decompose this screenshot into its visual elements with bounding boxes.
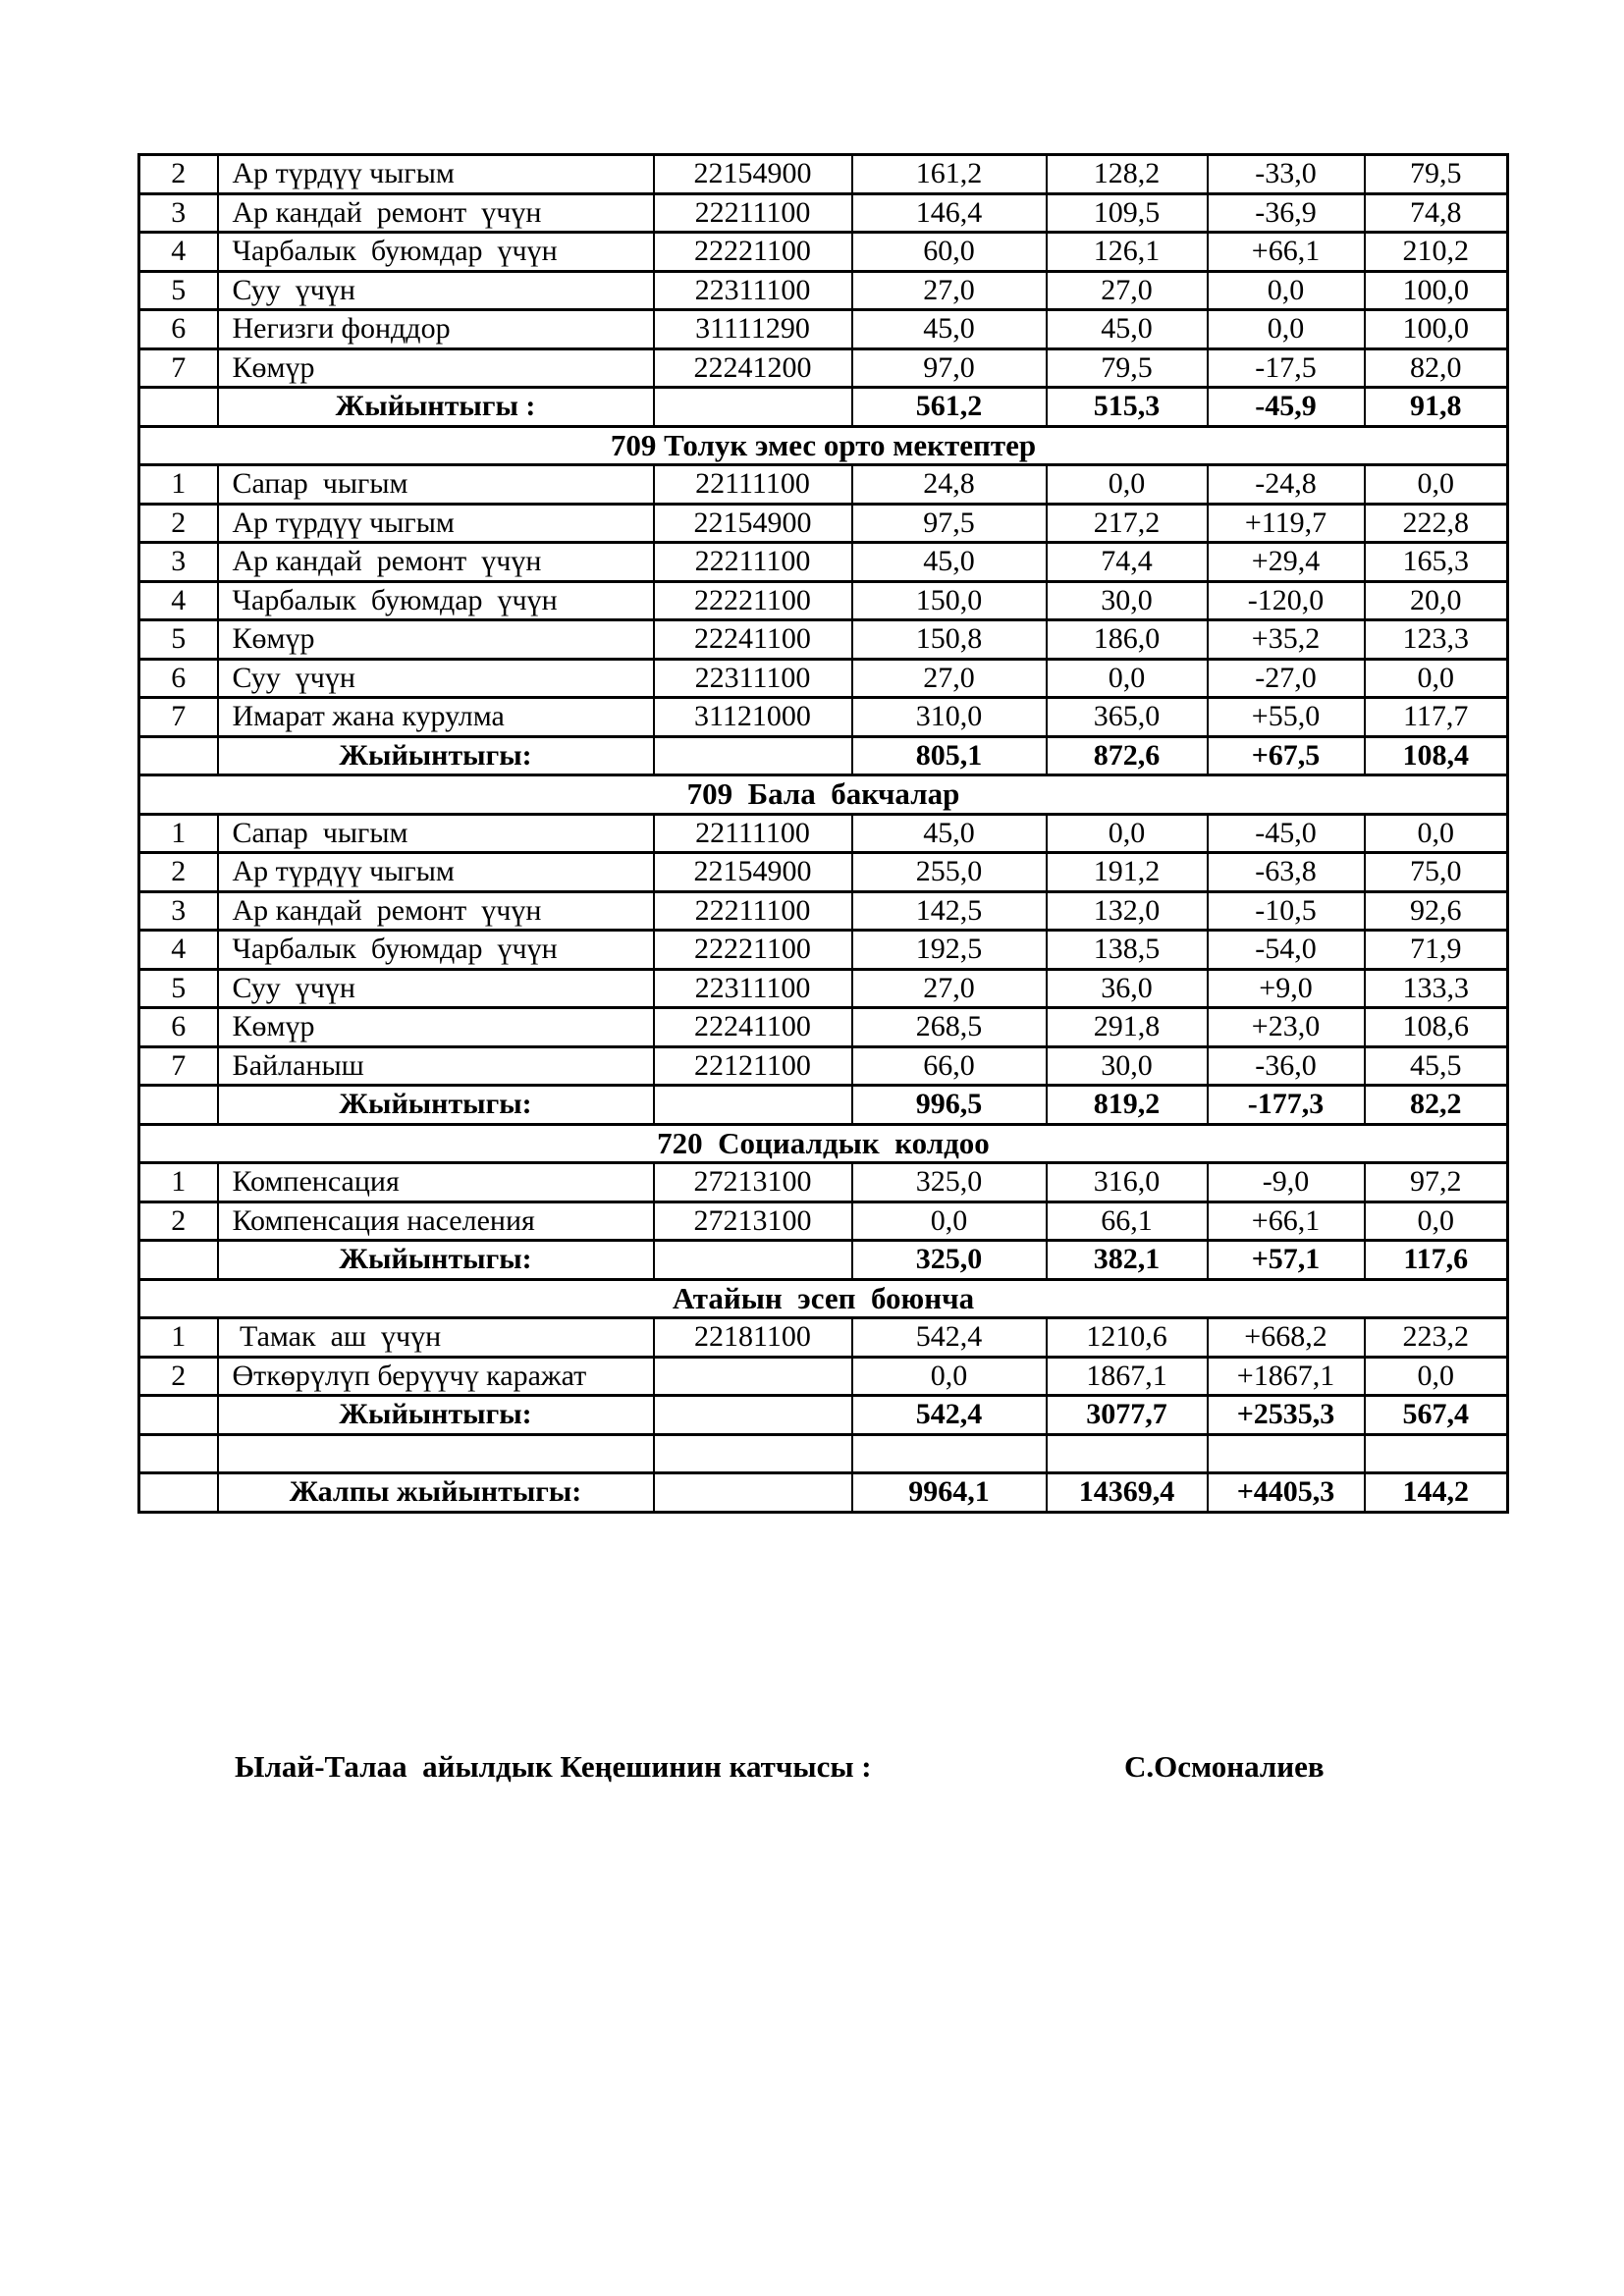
cell-fact-value: 191,2 bbox=[1047, 853, 1208, 892]
cell-account-code: 31111290 bbox=[654, 310, 852, 349]
cell-item-name: Ар кандай ремонт үчүн bbox=[218, 543, 654, 582]
cell-account-code: 22241100 bbox=[654, 620, 852, 660]
section-header: 709 Толук эмес орто мектептер bbox=[139, 426, 1508, 465]
grand-total-row bbox=[139, 1473, 1508, 1513]
cell-fact-value: 79,5 bbox=[1047, 348, 1208, 388]
cell-item-name: Компенсация населения bbox=[218, 1201, 654, 1241]
cell-account-code: 22311100 bbox=[654, 659, 852, 698]
cell-row-number bbox=[139, 1241, 218, 1280]
total-row bbox=[139, 1396, 1508, 1435]
cell-row-number: 3 bbox=[139, 543, 218, 582]
cell-diff-value: -36,0 bbox=[1208, 1046, 1365, 1086]
cell-account-code: 27213100 bbox=[654, 1201, 852, 1241]
cell-account-code bbox=[654, 1434, 852, 1473]
cell-diff-value: +9,0 bbox=[1208, 969, 1365, 1008]
cell-item-name: Суу үчүн bbox=[218, 659, 654, 698]
cell-row-number bbox=[139, 1086, 218, 1125]
cell-diff-value: -17,5 bbox=[1208, 348, 1365, 388]
cell-percent-value: 91,8 bbox=[1365, 388, 1508, 427]
table-row bbox=[139, 814, 1508, 853]
cell-fact-value: 365,0 bbox=[1047, 698, 1208, 737]
cell-percent-value: 100,0 bbox=[1365, 271, 1508, 310]
cell-account-code: 22154900 bbox=[654, 155, 852, 194]
cell-percent-value: 100,0 bbox=[1365, 310, 1508, 349]
cell-diff-value: -45,0 bbox=[1208, 814, 1365, 853]
section-header-row bbox=[139, 775, 1508, 815]
cell-diff-value: 0,0 bbox=[1208, 310, 1365, 349]
cell-fact-value: 217,2 bbox=[1047, 504, 1208, 543]
cell-plan-value: 45,0 bbox=[852, 543, 1047, 582]
cell-diff-value: -33,0 bbox=[1208, 155, 1365, 194]
cell-row-number: 6 bbox=[139, 310, 218, 349]
cell-diff-value: -54,0 bbox=[1208, 931, 1365, 970]
cell-account-code bbox=[654, 1086, 852, 1125]
cell-percent-value bbox=[1365, 1434, 1508, 1473]
cell-row-number bbox=[139, 736, 218, 775]
total-row bbox=[139, 388, 1508, 427]
cell-percent-value: 0,0 bbox=[1365, 1357, 1508, 1396]
cell-diff-value: +55,0 bbox=[1208, 698, 1365, 737]
cell-plan-value: 27,0 bbox=[852, 271, 1047, 310]
cell-fact-value: 36,0 bbox=[1047, 969, 1208, 1008]
budget-table bbox=[137, 153, 1509, 1514]
cell-plan-value: 0,0 bbox=[852, 1201, 1047, 1241]
cell-item-name: Имарат жана курулма bbox=[218, 698, 654, 737]
cell-item-name: Сапар чыгым bbox=[218, 814, 654, 853]
cell-fact-value: 1867,1 bbox=[1047, 1357, 1208, 1396]
cell-percent-value: 79,5 bbox=[1365, 155, 1508, 194]
table-row bbox=[139, 1046, 1508, 1086]
cell-percent-value: 97,2 bbox=[1365, 1163, 1508, 1202]
cell-item-name: Жыйынтыгы : bbox=[218, 388, 654, 427]
cell-item-name: Көмүр bbox=[218, 1008, 654, 1047]
cell-account-code: 22121100 bbox=[654, 1046, 852, 1086]
cell-item-name: Өткөрүлүп берүүчү каражат bbox=[218, 1357, 654, 1396]
cell-plan-value: 996,5 bbox=[852, 1086, 1047, 1125]
cell-percent-value: 45,5 bbox=[1365, 1046, 1508, 1086]
cell-item-name: Негизги фонддор bbox=[218, 310, 654, 349]
cell-plan-value: 97,0 bbox=[852, 348, 1047, 388]
cell-plan-value: 268,5 bbox=[852, 1008, 1047, 1047]
cell-diff-value: +4405,3 bbox=[1208, 1473, 1365, 1513]
cell-diff-value: -27,0 bbox=[1208, 659, 1365, 698]
section-header-row bbox=[139, 426, 1508, 465]
cell-plan-value bbox=[852, 1434, 1047, 1473]
cell-fact-value: 132,0 bbox=[1047, 891, 1208, 931]
table-row bbox=[139, 233, 1508, 272]
cell-percent-value: 0,0 bbox=[1365, 1201, 1508, 1241]
cell-row-number bbox=[139, 1396, 218, 1435]
cell-account-code: 27213100 bbox=[654, 1163, 852, 1202]
cell-item-name: Жыйынтыгы: bbox=[218, 736, 654, 775]
cell-item-name: Ар түрдүү чыгым bbox=[218, 504, 654, 543]
cell-row-number: 1 bbox=[139, 1318, 218, 1358]
cell-account-code: 22221100 bbox=[654, 581, 852, 620]
cell-percent-value: 222,8 bbox=[1365, 504, 1508, 543]
section-header: Атайын эсеп боюнча bbox=[139, 1279, 1508, 1318]
cell-item-name: Суу үчүн bbox=[218, 271, 654, 310]
cell-diff-value: +1867,1 bbox=[1208, 1357, 1365, 1396]
cell-item-name: Чарбалык буюмдар үчүн bbox=[218, 931, 654, 970]
cell-plan-value: 161,2 bbox=[852, 155, 1047, 194]
cell-fact-value: 138,5 bbox=[1047, 931, 1208, 970]
cell-fact-value: 109,5 bbox=[1047, 193, 1208, 233]
cell-diff-value: -9,0 bbox=[1208, 1163, 1365, 1202]
cell-account-code: 22211100 bbox=[654, 193, 852, 233]
cell-plan-value: 325,0 bbox=[852, 1241, 1047, 1280]
cell-row-number bbox=[139, 388, 218, 427]
cell-row-number: 2 bbox=[139, 155, 218, 194]
cell-item-name: Байланыш bbox=[218, 1046, 654, 1086]
cell-fact-value: 316,0 bbox=[1047, 1163, 1208, 1202]
table-row bbox=[139, 348, 1508, 388]
table-row bbox=[139, 891, 1508, 931]
cell-percent-value: 92,6 bbox=[1365, 891, 1508, 931]
cell-percent-value: 123,3 bbox=[1365, 620, 1508, 660]
cell-plan-value: 9964,1 bbox=[852, 1473, 1047, 1513]
cell-item-name: Ар кандай ремонт үчүн bbox=[218, 891, 654, 931]
cell-plan-value: 66,0 bbox=[852, 1046, 1047, 1086]
cell-percent-value: 75,0 bbox=[1365, 853, 1508, 892]
table-row bbox=[139, 620, 1508, 660]
cell-item-name: Жалпы жыйынтыгы: bbox=[218, 1473, 654, 1513]
cell-account-code: 31121000 bbox=[654, 698, 852, 737]
cell-plan-value: 97,5 bbox=[852, 504, 1047, 543]
cell-fact-value: 74,4 bbox=[1047, 543, 1208, 582]
cell-account-code bbox=[654, 1357, 852, 1396]
table-row bbox=[139, 310, 1508, 349]
budget-table-body bbox=[139, 155, 1508, 1513]
cell-diff-value: +2535,3 bbox=[1208, 1396, 1365, 1435]
cell-item-name: Чарбалык буюмдар үчүн bbox=[218, 581, 654, 620]
cell-diff-value bbox=[1208, 1434, 1365, 1473]
cell-diff-value: +66,1 bbox=[1208, 1201, 1365, 1241]
cell-plan-value: 45,0 bbox=[852, 310, 1047, 349]
cell-percent-value: 144,2 bbox=[1365, 1473, 1508, 1513]
cell-plan-value: 310,0 bbox=[852, 698, 1047, 737]
cell-percent-value: 567,4 bbox=[1365, 1396, 1508, 1435]
cell-plan-value: 24,8 bbox=[852, 465, 1047, 505]
table-row bbox=[139, 193, 1508, 233]
table-row bbox=[139, 581, 1508, 620]
cell-fact-value: 186,0 bbox=[1047, 620, 1208, 660]
signature-name: С.Осмоналиев bbox=[1124, 1749, 1325, 1784]
cell-account-code: 22154900 bbox=[654, 504, 852, 543]
table-row bbox=[139, 853, 1508, 892]
cell-item-name: Ар түрдүү чыгым bbox=[218, 853, 654, 892]
cell-item-name: Ар түрдүү чыгым bbox=[218, 155, 654, 194]
table-row bbox=[139, 155, 1508, 194]
cell-row-number: 4 bbox=[139, 931, 218, 970]
cell-row-number bbox=[139, 1434, 218, 1473]
cell-percent-value: 82,0 bbox=[1365, 348, 1508, 388]
cell-row-number: 5 bbox=[139, 969, 218, 1008]
cell-diff-value: -120,0 bbox=[1208, 581, 1365, 620]
cell-account-code: 22111100 bbox=[654, 814, 852, 853]
cell-row-number: 6 bbox=[139, 1008, 218, 1047]
cell-account-code: 22154900 bbox=[654, 853, 852, 892]
cell-percent-value: 108,4 bbox=[1365, 736, 1508, 775]
cell-fact-value: 819,2 bbox=[1047, 1086, 1208, 1125]
cell-plan-value: 60,0 bbox=[852, 233, 1047, 272]
cell-row-number: 4 bbox=[139, 581, 218, 620]
cell-item-name: Суу үчүн bbox=[218, 969, 654, 1008]
cell-diff-value: -177,3 bbox=[1208, 1086, 1365, 1125]
cell-diff-value: +119,7 bbox=[1208, 504, 1365, 543]
table-row bbox=[139, 698, 1508, 737]
cell-fact-value: 45,0 bbox=[1047, 310, 1208, 349]
cell-account-code: 22241100 bbox=[654, 1008, 852, 1047]
cell-fact-value: 14369,4 bbox=[1047, 1473, 1208, 1513]
cell-account-code bbox=[654, 388, 852, 427]
cell-row-number: 5 bbox=[139, 620, 218, 660]
cell-plan-value: 0,0 bbox=[852, 1357, 1047, 1396]
cell-account-code: 22211100 bbox=[654, 891, 852, 931]
table-row bbox=[139, 1318, 1508, 1358]
cell-diff-value: -63,8 bbox=[1208, 853, 1365, 892]
cell-account-code: 22221100 bbox=[654, 233, 852, 272]
cell-fact-value: 1210,6 bbox=[1047, 1318, 1208, 1358]
cell-percent-value: 82,2 bbox=[1365, 1086, 1508, 1125]
cell-account-code: 22311100 bbox=[654, 271, 852, 310]
cell-fact-value: 3077,7 bbox=[1047, 1396, 1208, 1435]
cell-percent-value: 133,3 bbox=[1365, 969, 1508, 1008]
cell-item-name: Жыйынтыгы: bbox=[218, 1086, 654, 1125]
table-row bbox=[139, 543, 1508, 582]
cell-account-code bbox=[654, 1473, 852, 1513]
cell-row-number: 2 bbox=[139, 853, 218, 892]
empty-row bbox=[139, 1434, 1508, 1473]
total-row bbox=[139, 1241, 1508, 1280]
cell-item-name bbox=[218, 1434, 654, 1473]
cell-diff-value: -24,8 bbox=[1208, 465, 1365, 505]
cell-plan-value: 27,0 bbox=[852, 969, 1047, 1008]
cell-percent-value: 223,2 bbox=[1365, 1318, 1508, 1358]
cell-plan-value: 805,1 bbox=[852, 736, 1047, 775]
cell-account-code bbox=[654, 1241, 852, 1280]
table-row bbox=[139, 465, 1508, 505]
cell-row-number: 3 bbox=[139, 891, 218, 931]
cell-row-number: 7 bbox=[139, 698, 218, 737]
cell-row-number bbox=[139, 1473, 218, 1513]
signature-line bbox=[0, 1749, 1624, 1789]
cell-item-name: Сапар чыгым bbox=[218, 465, 654, 505]
cell-plan-value: 255,0 bbox=[852, 853, 1047, 892]
cell-plan-value: 542,4 bbox=[852, 1396, 1047, 1435]
cell-diff-value: +35,2 bbox=[1208, 620, 1365, 660]
cell-diff-value: +668,2 bbox=[1208, 1318, 1365, 1358]
cell-diff-value: -10,5 bbox=[1208, 891, 1365, 931]
table-row bbox=[139, 1201, 1508, 1241]
cell-percent-value: 117,6 bbox=[1365, 1241, 1508, 1280]
cell-percent-value: 210,2 bbox=[1365, 233, 1508, 272]
cell-item-name: Чарбалык буюмдар үчүн bbox=[218, 233, 654, 272]
cell-plan-value: 146,4 bbox=[852, 193, 1047, 233]
cell-account-code: 22221100 bbox=[654, 931, 852, 970]
cell-percent-value: 20,0 bbox=[1365, 581, 1508, 620]
cell-row-number: 2 bbox=[139, 504, 218, 543]
cell-item-name: Ар кандай ремонт үчүн bbox=[218, 193, 654, 233]
cell-item-name: Көмүр bbox=[218, 620, 654, 660]
cell-fact-value bbox=[1047, 1434, 1208, 1473]
cell-percent-value: 0,0 bbox=[1365, 814, 1508, 853]
signature-title: Ылай-Талаа айылдык Кеңешинин катчысы : bbox=[235, 1749, 872, 1784]
total-row bbox=[139, 1086, 1508, 1125]
cell-plan-value: 542,4 bbox=[852, 1318, 1047, 1358]
total-row bbox=[139, 736, 1508, 775]
cell-row-number: 2 bbox=[139, 1201, 218, 1241]
cell-fact-value: 126,1 bbox=[1047, 233, 1208, 272]
section-header-row bbox=[139, 1124, 1508, 1163]
cell-diff-value: 0,0 bbox=[1208, 271, 1365, 310]
cell-fact-value: 0,0 bbox=[1047, 814, 1208, 853]
cell-fact-value: 30,0 bbox=[1047, 581, 1208, 620]
cell-fact-value: 0,0 bbox=[1047, 659, 1208, 698]
cell-plan-value: 150,8 bbox=[852, 620, 1047, 660]
cell-account-code: 22211100 bbox=[654, 543, 852, 582]
section-header: 709 Бала бакчалар bbox=[139, 775, 1508, 815]
cell-fact-value: 30,0 bbox=[1047, 1046, 1208, 1086]
cell-plan-value: 27,0 bbox=[852, 659, 1047, 698]
cell-item-name: Жыйынтыгы: bbox=[218, 1241, 654, 1280]
cell-row-number: 1 bbox=[139, 465, 218, 505]
cell-fact-value: 515,3 bbox=[1047, 388, 1208, 427]
cell-fact-value: 872,6 bbox=[1047, 736, 1208, 775]
cell-item-name: Тамак аш үчүн bbox=[218, 1318, 654, 1358]
cell-row-number: 2 bbox=[139, 1357, 218, 1396]
cell-fact-value: 66,1 bbox=[1047, 1201, 1208, 1241]
cell-plan-value: 150,0 bbox=[852, 581, 1047, 620]
cell-row-number: 4 bbox=[139, 233, 218, 272]
cell-diff-value: +23,0 bbox=[1208, 1008, 1365, 1047]
cell-plan-value: 45,0 bbox=[852, 814, 1047, 853]
cell-account-code bbox=[654, 1396, 852, 1435]
cell-diff-value: -36,9 bbox=[1208, 193, 1365, 233]
cell-account-code: 22311100 bbox=[654, 969, 852, 1008]
cell-account-code: 22111100 bbox=[654, 465, 852, 505]
cell-account-code bbox=[654, 736, 852, 775]
cell-account-code: 22241200 bbox=[654, 348, 852, 388]
cell-plan-value: 142,5 bbox=[852, 891, 1047, 931]
cell-row-number: 3 bbox=[139, 193, 218, 233]
section-header-row bbox=[139, 1279, 1508, 1318]
cell-percent-value: 71,9 bbox=[1365, 931, 1508, 970]
cell-diff-value: +29,4 bbox=[1208, 543, 1365, 582]
cell-plan-value: 561,2 bbox=[852, 388, 1047, 427]
section-header: 720 Социалдык колдоо bbox=[139, 1124, 1508, 1163]
table-row bbox=[139, 271, 1508, 310]
cell-item-name: Компенсация bbox=[218, 1163, 654, 1202]
table-row bbox=[139, 1357, 1508, 1396]
table-row bbox=[139, 931, 1508, 970]
cell-plan-value: 325,0 bbox=[852, 1163, 1047, 1202]
cell-fact-value: 0,0 bbox=[1047, 465, 1208, 505]
cell-percent-value: 74,8 bbox=[1365, 193, 1508, 233]
cell-diff-value: +67,5 bbox=[1208, 736, 1365, 775]
cell-row-number: 1 bbox=[139, 1163, 218, 1202]
cell-plan-value: 192,5 bbox=[852, 931, 1047, 970]
cell-diff-value: -45,9 bbox=[1208, 388, 1365, 427]
cell-percent-value: 165,3 bbox=[1365, 543, 1508, 582]
cell-percent-value: 108,6 bbox=[1365, 1008, 1508, 1047]
cell-row-number: 7 bbox=[139, 1046, 218, 1086]
cell-row-number: 5 bbox=[139, 271, 218, 310]
cell-percent-value: 117,7 bbox=[1365, 698, 1508, 737]
cell-fact-value: 27,0 bbox=[1047, 271, 1208, 310]
table-row bbox=[139, 504, 1508, 543]
cell-percent-value: 0,0 bbox=[1365, 659, 1508, 698]
cell-item-name: Көмүр bbox=[218, 348, 654, 388]
cell-account-code: 22181100 bbox=[654, 1318, 852, 1358]
cell-row-number: 1 bbox=[139, 814, 218, 853]
table-row bbox=[139, 659, 1508, 698]
cell-fact-value: 291,8 bbox=[1047, 1008, 1208, 1047]
cell-diff-value: +57,1 bbox=[1208, 1241, 1365, 1280]
cell-fact-value: 382,1 bbox=[1047, 1241, 1208, 1280]
cell-percent-value: 0,0 bbox=[1365, 465, 1508, 505]
table-row bbox=[139, 1163, 1508, 1202]
cell-row-number: 7 bbox=[139, 348, 218, 388]
table-row bbox=[139, 969, 1508, 1008]
cell-item-name: Жыйынтыгы: bbox=[218, 1396, 654, 1435]
cell-diff-value: +66,1 bbox=[1208, 233, 1365, 272]
table-row bbox=[139, 1008, 1508, 1047]
cell-fact-value: 128,2 bbox=[1047, 155, 1208, 194]
cell-row-number: 6 bbox=[139, 659, 218, 698]
